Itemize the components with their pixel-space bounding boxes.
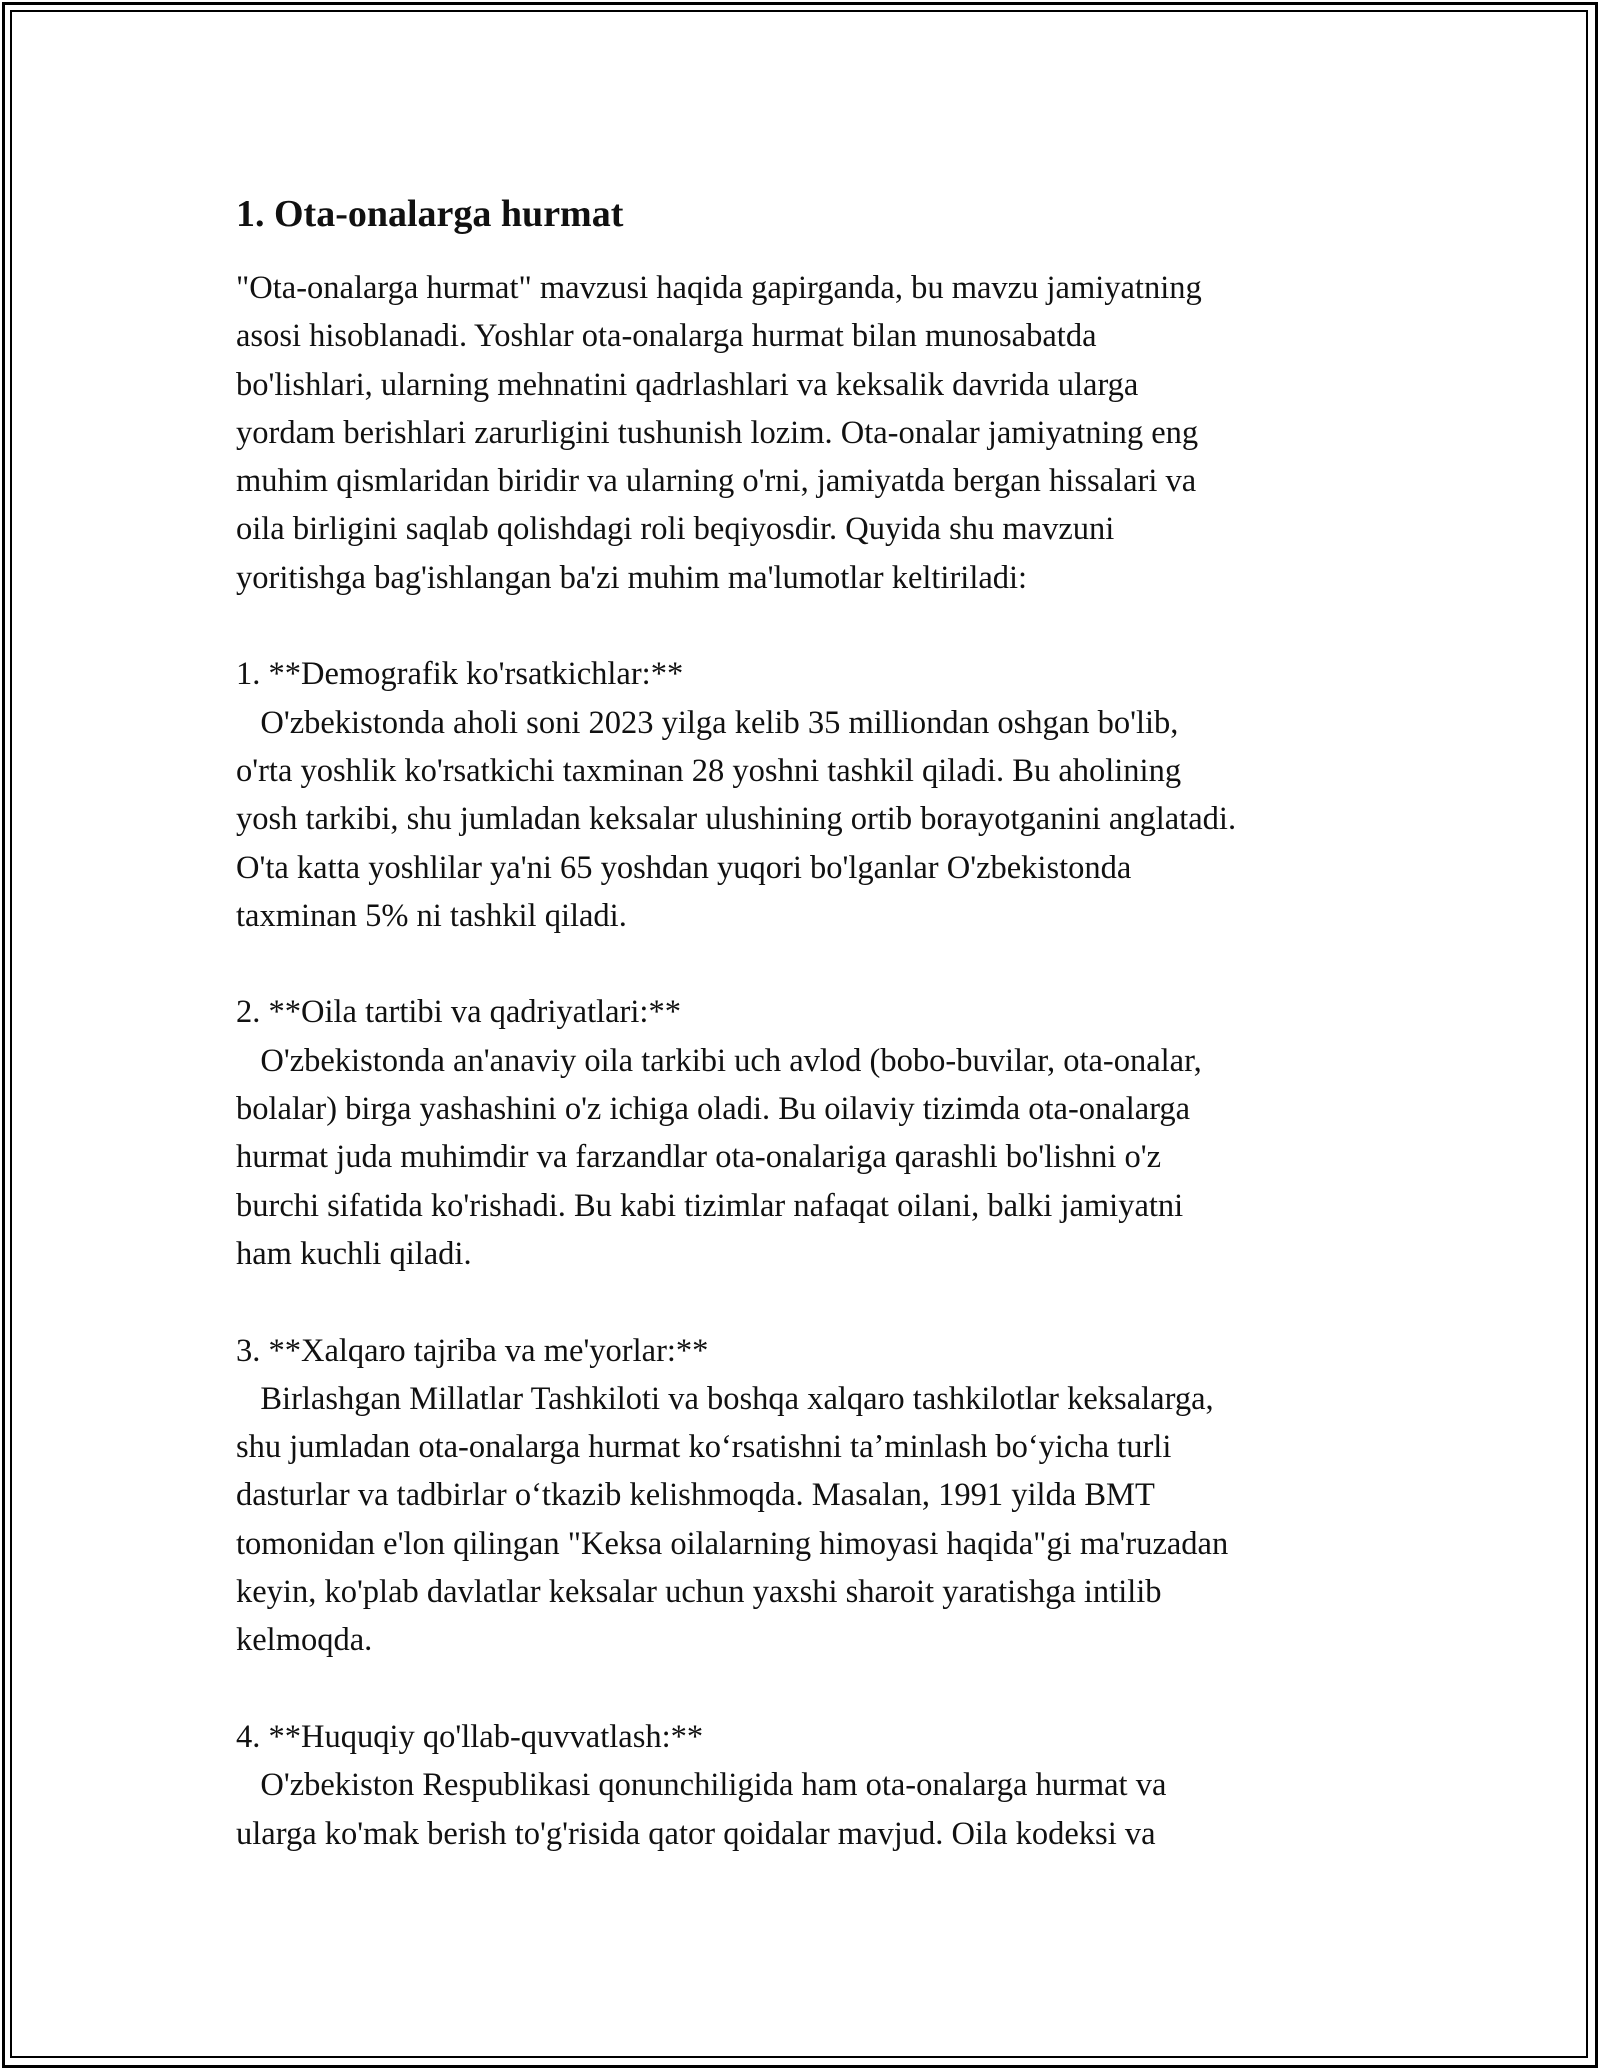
list-item-title: 3. **Xalqaro tajriba va me'yorlar:** xyxy=(236,1332,709,1369)
intro-paragraph xyxy=(236,264,1386,602)
text-line: kelmoqda. xyxy=(236,1622,373,1659)
text-line: yoritishga bag'ishlangan ba'zi muhim ma'lumotlar keltiriladi: xyxy=(236,559,1028,596)
list-item-title: 4. **Huquqiy qo'llab-quvvatlash:** xyxy=(236,1718,704,1755)
text-line: asosi hisoblanadi. Yoshlar ota-onalarga hurmat bilan munosabatda xyxy=(236,318,1097,355)
text-line: O'zbekistonda an'anaviy oila tarkibi uch avlod (bobo-buvilar, ota-onalar, xyxy=(236,1042,1202,1079)
text-line: O'ta katta yoshlilar ya'ni 65 yoshdan yuqori bo'lganlar O'zbekistonda xyxy=(236,849,1132,886)
section-heading: 1. Ota-onalarga hurmat xyxy=(236,193,624,235)
section-international xyxy=(236,1327,1386,1665)
text-line: muhim qismlaridan biridir va ularning o'rni, jamiyatda bergan hissalari va xyxy=(236,463,1197,500)
text-line: O'zbekistonda aholi soni 2023 yilga kelib 35 milliondan oshgan bo'lib, xyxy=(236,704,1179,741)
text-line: hurmat juda muhimdir va farzandlar ota-onalariga qarashli bo'lishni o'z xyxy=(236,1139,1162,1176)
text-line: shu jumladan ota-onalarga hurmat koʻrsatishni taʼminlash boʻyicha turli xyxy=(236,1429,1172,1466)
paragraph-gap xyxy=(236,940,1386,988)
text-line: burchi sifatida ko'rishadi. Bu kabi tizimlar nafaqat oilani, balki jamiyatni xyxy=(236,1187,1184,1224)
text-line: ularga ko'mak berish to'g'risida qator qoidalar mavjud. Oila kodeksi va xyxy=(236,1815,1156,1852)
text-line: taxminan 5% ni tashkil qiladi. xyxy=(236,897,627,934)
section-family-values xyxy=(236,988,1386,1278)
paragraph-gap xyxy=(236,1278,1386,1326)
paragraph-gap xyxy=(236,602,1386,650)
list-item-title: 2. **Oila tartibi va qadriyatlari:** xyxy=(236,994,681,1031)
text-line: dasturlar va tadbirlar oʻtkazib kelishmoqda. Masalan, 1991 yilda BMT xyxy=(236,1477,1155,1514)
text-line: Birlashgan Millatlar Tashkiloti va boshqa xalqaro tashkilotlar keksalarga, xyxy=(236,1380,1214,1417)
text-line: oila birligini saqlab qolishdagi roli beqiyosdir. Quyida shu mavzuni xyxy=(236,511,1115,548)
list-item-title: 1. **Demografik ko'rsatkichlar:** xyxy=(236,656,684,693)
text-line: keyin, ko'plab davlatlar keksalar uchun yaxshi sharoit yaratishga intilib xyxy=(236,1574,1162,1611)
text-line: tomonidan e'lon qilingan "Keksa oilalarning himoyasi haqida"gi ma'ruzadan xyxy=(236,1525,1229,1562)
section-legal-support xyxy=(236,1713,1386,1858)
text-line: o'rta yoshlik ko'rsatkichi taxminan 28 yoshni tashkil qiladi. Bu aholining xyxy=(236,752,1182,789)
text-line: ham kuchli qiladi. xyxy=(236,1235,472,1272)
text-line: yosh tarkibi, shu jumladan keksalar ulushining ortib borayotganini anglatadi. xyxy=(236,801,1237,838)
text-line: bolalar) birga yashashini o'z ichiga oladi. Bu oilaviy tizimda ota-onalarga xyxy=(236,1091,1191,1128)
section-demographics xyxy=(236,650,1386,940)
text-line: O'zbekiston Respublikasi qonunchiligida ham ota-onalarga hurmat va xyxy=(236,1767,1167,1804)
document-body xyxy=(236,186,1386,1858)
paragraph-gap xyxy=(236,1665,1386,1713)
text-line: bo'lishlari, ularning mehnatini qadrlashlari va keksalik davrida ularga xyxy=(236,366,1139,403)
text-line: yordam berishlari zarurligini tushunish lozim. Ota-onalar jamiyatning eng xyxy=(236,414,1199,451)
text-line: "Ota-onalarga hurmat" mavzusi haqida gapirganda, bu mavzu jamiyatning xyxy=(236,270,1202,306)
